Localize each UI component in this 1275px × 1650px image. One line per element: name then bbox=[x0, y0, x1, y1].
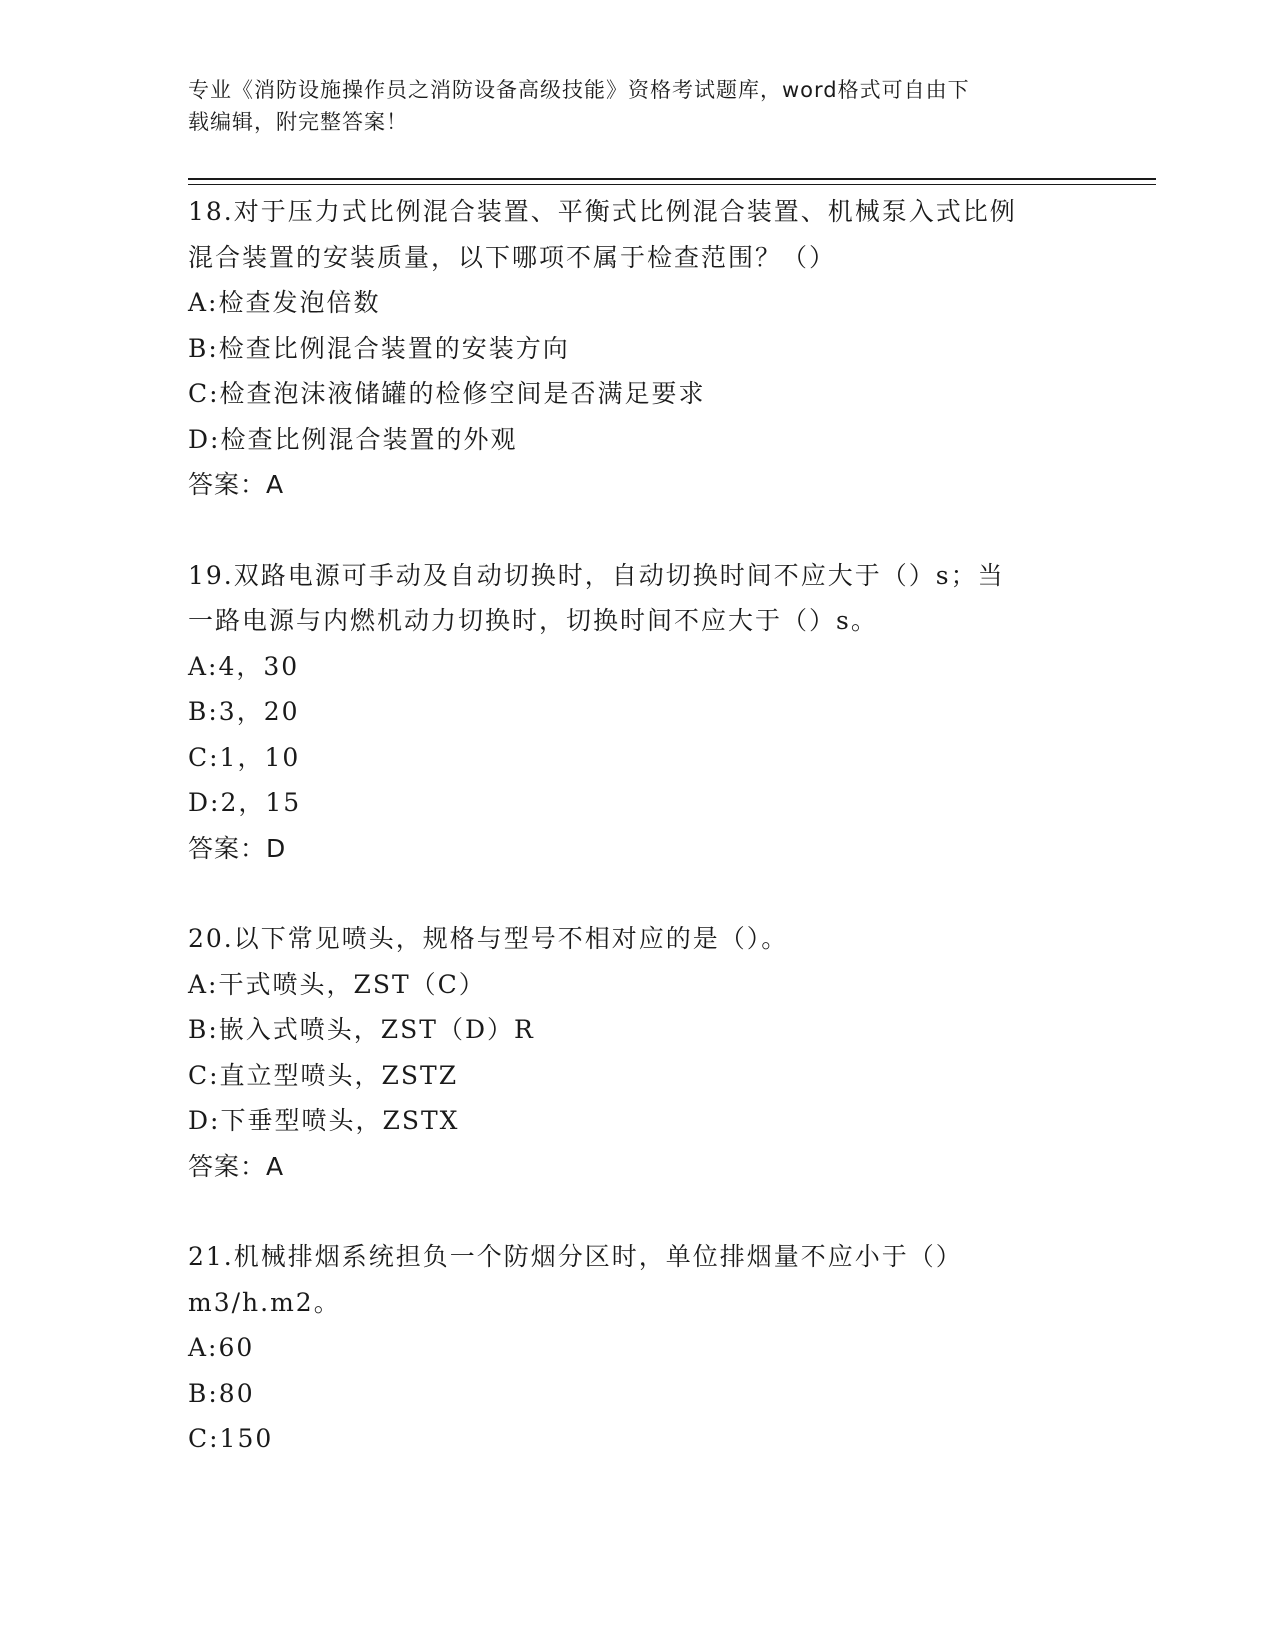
header-divider-thin bbox=[188, 184, 1156, 185]
question-stem: m3/h.m2。 bbox=[188, 1287, 341, 1317]
question-list bbox=[188, 189, 1088, 1507]
option-d: D:下垂型喷头，ZSTX bbox=[188, 1106, 460, 1135]
option-a: A:60 bbox=[188, 1333, 255, 1362]
document-header bbox=[188, 74, 1088, 138]
question-19 bbox=[188, 553, 1088, 872]
question-21 bbox=[188, 1234, 1088, 1462]
answer-line: 答案：A bbox=[188, 1151, 285, 1181]
option-b: B:80 bbox=[188, 1378, 255, 1408]
option-a: A:4，30 bbox=[188, 651, 300, 681]
answer-line: 答案：A bbox=[188, 470, 285, 499]
option-c: C:检查泡沫液储罐的检修空间是否满足要求 bbox=[188, 379, 706, 408]
option-a: A:干式喷头，ZST（C） bbox=[188, 969, 486, 999]
option-d: D:检查比例混合装置的外观 bbox=[188, 424, 518, 454]
option-c: C:150 bbox=[188, 1424, 274, 1453]
header-line-2: 载编辑，附完整答案！ bbox=[188, 110, 408, 134]
answer-line: 答案：D bbox=[188, 833, 287, 863]
question-20 bbox=[188, 916, 1088, 1189]
question-stem: 20.以下常见喷头，规格与型号不相对应的是（）。 bbox=[188, 924, 789, 953]
question-stem: 19.双路电源可手动及自动切换时，自动切换时间不应大于（）s；当 bbox=[188, 560, 1005, 590]
option-a: A:检查发泡倍数 bbox=[188, 288, 381, 317]
question-stem: 18.对于压力式比例混合装置、平衡式比例混合装置、机械泵入式比例 bbox=[188, 197, 1017, 226]
question-stem: 21.机械排烟系统担负一个防烟分区时，单位排烟量不应小于（） bbox=[188, 1242, 963, 1271]
header-divider-thick bbox=[188, 178, 1156, 180]
option-c: C:直立型喷头，ZSTZ bbox=[188, 1060, 459, 1090]
question-18 bbox=[188, 189, 1088, 508]
option-b: B:嵌入式喷头，ZST（D）R bbox=[188, 1015, 535, 1044]
option-d: D:2，15 bbox=[188, 788, 302, 817]
option-c: C:1，10 bbox=[188, 742, 301, 772]
question-stem: 混合装置的安装质量，以下哪项不属于检查范围？（） bbox=[188, 242, 837, 272]
header-line-1: 专业《消防设施操作员之消防设备高级技能》资格考试题库，word格式可自由下 bbox=[188, 78, 970, 102]
option-b: B:3，20 bbox=[188, 697, 300, 726]
question-stem: 一路电源与内燃机动力切换时，切换时间不应大于（）s。 bbox=[188, 606, 878, 635]
option-b: B:检查比例混合装置的安装方向 bbox=[188, 333, 570, 363]
